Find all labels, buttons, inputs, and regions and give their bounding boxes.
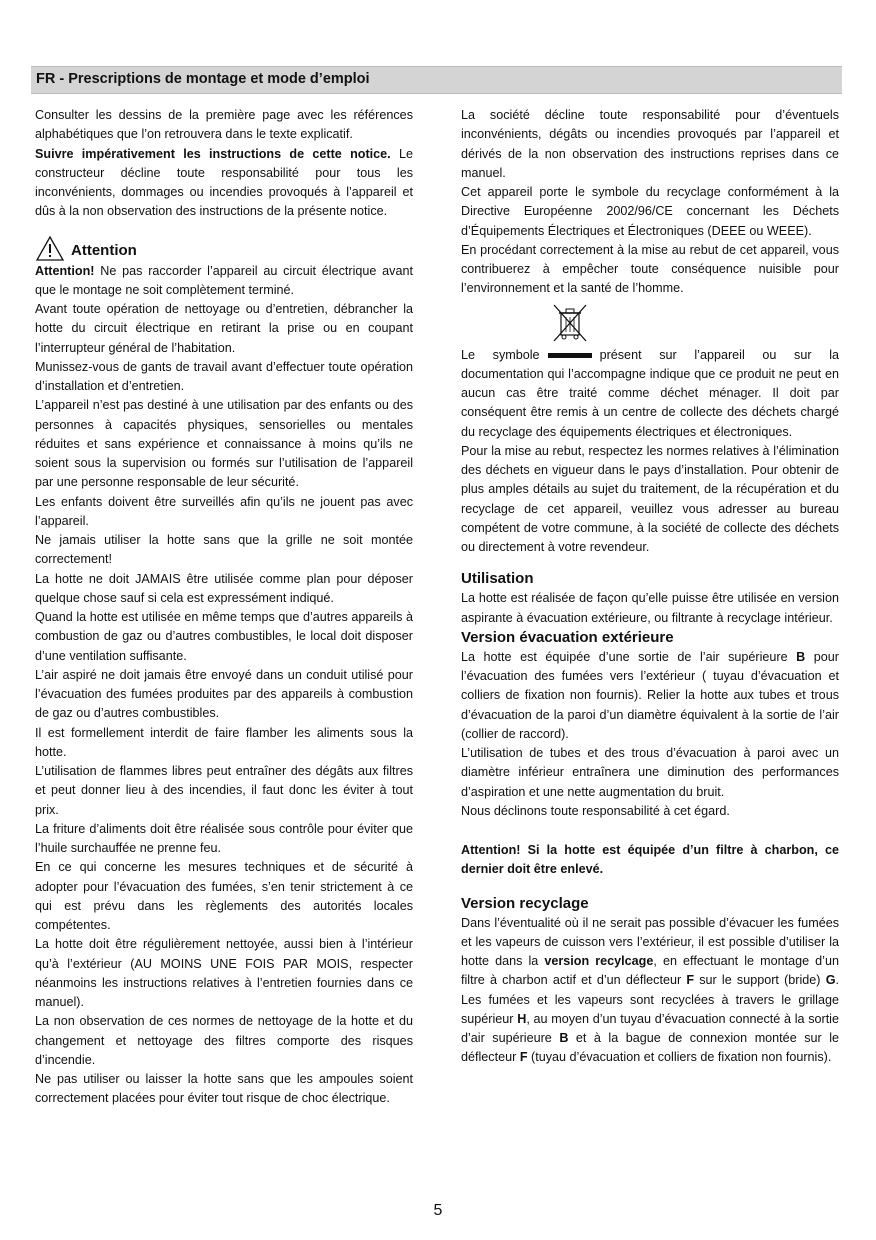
section-header [31, 66, 842, 94]
paragraph: Ne pas utiliser ou laisser la hotte sans que les ampoules soient correctement placées pour éviter tout risque de choc électrique. [35, 1072, 413, 1106]
paragraph: Ne jamais utiliser la hotte sans que la grille ne soit montée correctement! [35, 533, 413, 567]
paragraph: Les enfants doivent être surveillés afin qu’ils ne jouent pas avec l’appareil. [35, 494, 413, 528]
paragraph: Dans l’éventualité où il ne serait pas possible d’évacuer les fumées et les vapeurs de cuisson vers l’extérieur, il est possible d’utiliser la hotte dans la version recylcage, en effectuant le montage d’un filtre à charbon actif et d’un déflecteur F sur le support (bride) G. Les fumées et les vapeurs sont recyclées à travers le grillage supérieur H, au moyen d’un tuyau d’évacuation connecté à la sortie d’air supérieure B et à la bague de connexion montée sur le déflecteur F (tuyau d’évacuation et colliers de fixation non fournis). [461, 915, 839, 1065]
warning-icon [35, 235, 65, 262]
left-column [35, 106, 413, 1109]
heading-utilisation: Utilisation [461, 570, 534, 588]
crossed-bin-icon [550, 303, 590, 343]
paragraph: L’utilisation de tubes et des trous d’évacuation à paroi avec un diamètre inférieur entraînera une diminution des performances d’aspiration et une nette augmentation du bruit. [461, 746, 839, 799]
heading-evacuation: Version évacuation extérieure [461, 628, 674, 646]
paragraph: Munissez-vous de gants de travail avant d’effectuer toute opération d’installation et d’entretien. [35, 359, 413, 393]
paragraph: La hotte doit être régulièrement nettoyée, aussi bien à l’intérieur qu’à l’extérieur (AU MOINS UNE FOIS PAR MOIS, respecter néanmoins les instructions relatives à l’entretien fournies dans ce manuel). [35, 937, 413, 1009]
paragraph: La hotte ne doit JAMAIS être utilisée comme plan pour déposer quelque chose sauf si cela est expressément indiqué. [35, 571, 413, 605]
paragraph: Avant toute opération de nettoyage ou d’entretien, débrancher la hotte du circuit électrique en retirant la prise ou en coupant l’interrupteur général de l’habitation. [35, 302, 413, 355]
intro-paragraph: Consulter les dessins de la première page avec les références alphabétiques que l’on retrouvera dans le texte explicatif. [35, 108, 413, 142]
paragraph: L’appareil n’est pas destiné à une utilisation par des enfants ou des personnes à capacités physiques, sensorielles ou mentales réduites et sans expérience et connaissance à moins qu’ils ne soient sous la supervision ou formés sur l’utilisation de l’appareil par une personne responsable de leur sécurité. [35, 398, 413, 490]
attention-paragraph: Attention! Ne pas raccorder l’appareil au circuit électrique avant que le montage ne soit complètement terminé. [35, 263, 413, 297]
right-column [461, 106, 839, 1068]
page-number: 5 [433, 1202, 443, 1219]
weee-symbol-row [461, 299, 839, 346]
paragraph: En procédant correctement à la mise au rebut de cet appareil, vous contribuerez à empêcher toute conséquence nuisible pour l’environnement et la santé de l’homme. [461, 242, 839, 296]
paragraph: La non observation de ces normes de nettoyage de la hotte et du changement et nettoyage des filtres comporte des risques d’incendie. [35, 1014, 413, 1067]
paragraph: La société décline toute responsabilité pour d’éventuels inconvénients, dégâts ou incendies provoqués par l’appareil et dérivés de la non observation des instructions reprises dans ce manuel. [461, 108, 839, 180]
paragraph: La hotte est équipée d’une sortie de l’air supérieure B pour l’évacuation des fumées vers l’extérieur ( tuyau d’évacuation et colliers de fixation non fournis). Relier la hotte aux tubes et trous d’évacuation de la paroi d’un diamètre équivalent à la sortie de l’air (collier de raccord). [461, 649, 839, 741]
paragraph: L’utilisation de flammes libres peut entraîner des dégâts aux filtres et peut donner lieu à des incendies, il faut donc les éviter à tout prix. [35, 764, 413, 817]
paragraph: Quand la hotte est utilisée en même temps que d’autres appareils à combustion de gaz ou d’autres combustibles, le local doit disposer d’une ventilation suffisante. [35, 610, 413, 663]
notice-paragraph: Suivre impérativement les instructions de cette notice. Le constructeur décline toute responsabilité pour tous les inconvénients, dommages ou incendies provoqués à l’appareil et dûs à la non observation des instructions de la présente notice. [35, 146, 414, 219]
attention-heading [35, 230, 413, 262]
weee-paragraph: Le symbole présent sur l’appareil ou sur la documentation qui l’accompagne indique que ce produit ne peut en aucun cas être traité comme déchet ménager. Il doit par conséquent être remis à un centre de collecte des déchets chargé du recyclage des équipements électriques et électroniques. [461, 347, 839, 439]
paragraph: La friture d’aliments doit être réalisée sous contrôle pour éviter que l’huile surchauffée ne prenne feu. [35, 821, 413, 855]
paragraph: La hotte est réalisée de façon qu’elle puisse être utilisée en version aspirante à évacuation extérieure, ou filtrante à recyclage intérieur. [461, 591, 839, 625]
weee-bar-icon [548, 353, 592, 358]
paragraph: Cet appareil porte le symbole du recyclage conformément à la Directive Européenne 2002/96/CE concernant les Déchets d’Équipements Électriques et Électroniques (DEEE ou WEEE). [461, 185, 839, 238]
paragraph: Il est formellement interdit de faire flamber les aliments sous la hotte. [35, 725, 413, 759]
paragraph: En ce qui concerne les mesures techniques et de sécurité à adopter pour l’évacuation des fumées, s’en tenir strictement à ce qui est prévu dans les règlements des autorités locales compétentes. [35, 860, 413, 932]
attention-title: Attention [71, 241, 137, 259]
charcoal-warning: Attention! Si la hotte est équipée d’un filtre à charbon, ce dernier doit être enlevé. [461, 843, 839, 877]
section-title: FR - Prescriptions de montage et mode d’emploi [36, 71, 370, 87]
heading-recyclage: Version recyclage [461, 894, 589, 912]
paragraph: Nous déclinons toute responsabilité à cet égard. [461, 803, 730, 818]
paragraph: Pour la mise au rebut, respectez les normes relatives à l’élimination des déchets en vigueur dans le pays d’installation. Pour obtenir de plus amples détails au sujet du traitement, de la récupération et du recyclage de cet appareil, veuillez vous adresser au bureau compétent de votre commune, à la société de collecte des déchets ou directement à votre revendeur. [461, 443, 839, 554]
paragraph: L’air aspiré ne doit jamais être envoyé dans un conduit utilisé pour l’évacuation des fumées produites par des appareils à combustion de gaz ou d’autres combustibles. [35, 667, 413, 721]
